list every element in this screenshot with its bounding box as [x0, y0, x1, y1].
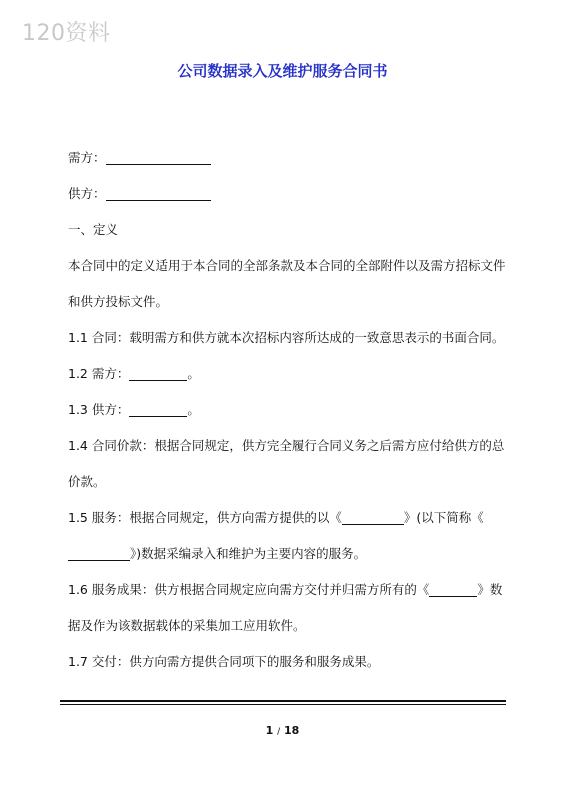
clause-1-5-blank-2	[68, 546, 130, 561]
document-title: 公司数据录入及维护服务合同书	[177, 62, 388, 80]
clause-1-3-label: 1.3 供方：	[68, 402, 130, 417]
clause-1-7: 1.7 交付：供方向需方提供合同项下的服务和服务成果。	[68, 654, 380, 669]
page-number	[0, 724, 565, 737]
clause-1-5-d: 》)数据采编录入和维护为主要内容的服务。	[130, 546, 367, 561]
clause-1-5-blank-1	[342, 510, 404, 525]
party-a-label: 需方：	[68, 150, 106, 165]
party-a-blank	[106, 150, 211, 165]
clause-1-3	[58, 392, 510, 428]
clause-1-6-b: 》数据及作为该数据载体的采集加工应用软件。	[68, 582, 503, 633]
clause-1-1: 1.1 合同：载明需方和供方就本次招标内容所达成的一致意思表示的书面合同。	[68, 330, 505, 345]
section-heading: 一、定义	[68, 222, 119, 237]
clause-1-5-b: 》(以下简称	[403, 510, 472, 525]
page-current: 1	[265, 724, 274, 737]
clause-1-6-blank	[429, 582, 477, 597]
party-b-label: 供方：	[68, 186, 106, 201]
clause-1-6	[58, 572, 510, 644]
page-separator: /	[277, 727, 281, 737]
watermark: 120资料	[22, 21, 111, 46]
clause-1-5-c: 《	[471, 510, 484, 525]
clause-1-2	[58, 356, 510, 392]
footer-rule	[60, 700, 506, 705]
clause-1-2-blank	[129, 366, 187, 381]
party-b-line	[58, 176, 510, 212]
clause-1-5	[58, 500, 510, 572]
clause-1-6-a: 1.6 服务成果：供方根据合同规定应向需方交付并归需方所有的《	[68, 582, 430, 597]
document-body	[58, 140, 510, 680]
clause-1-3-blank	[129, 402, 187, 417]
page-total: 18	[284, 724, 300, 737]
party-a-line	[58, 140, 510, 176]
clause-1-5-a: 1.5 服务：根据合同规定，供方向需方提供的以《	[68, 510, 342, 525]
party-b-blank	[106, 186, 211, 201]
clause-1-4: 1.4 合同价款：根据合同规定，供方完全履行合同义务之后需方应付给供方的总价款。	[68, 438, 505, 489]
para-intro: 本合同中的定义适用于本合同的全部条款及本合同的全部附件以及需方招标文件和供方投标文件。	[68, 258, 506, 309]
clause-1-2-label: 1.2 需方：	[68, 366, 130, 381]
clause-1-3-end: 。	[187, 402, 200, 417]
clause-1-2-end: 。	[187, 366, 200, 381]
